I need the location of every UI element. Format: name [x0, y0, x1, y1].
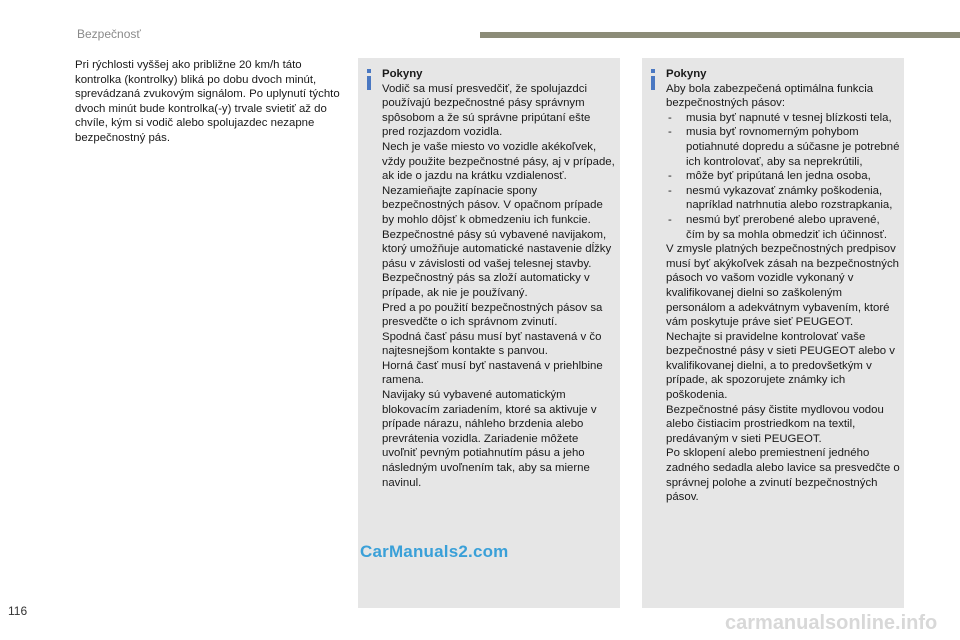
paragraph: Spodná časť pásu musí byť nastavená v čo najtesnejšom kontakte s panvou.	[382, 330, 602, 358]
paragraph: Nech je vaše miesto vo vozidle akékoľvek, vždy použite bezpečnostné pásy, aj v prípade, ak ide o jazdu na krátku vzdialenosť.	[382, 140, 615, 183]
paragraph: Bezpečnostné pásy čistite mydlovou vodou alebo čistiacim prostriedkom na textil, predávaným v sieti PEUGEOT.	[666, 403, 884, 445]
paragraph: Bezpečnostné pásy sú vybavené navijakom, ktorý umožňuje automatické nastavenie dĺžky pásu v závislosti od vašej telesnej stavby. Bezpečnostný pás sa zloží automaticky v prípade, ak nie je používaný.	[382, 228, 612, 299]
header-bar	[480, 32, 960, 38]
intro-text: Pri rýchlosti vyššej ako približne 20 km/h táto kontrolka (kontrolky) bliká po dobu dvoch minút, sprevádzaná zvukovým signálom. Po uplynutí týchto dvoch minút bude kontrolka(-y) trvale svietiť až do chvíle, kým si vodič alebo spolujazdec nezapne bezpečnostný pás.	[75, 59, 340, 144]
paragraph: Navijaky sú vybavené automatickým blokovacím zariadením, ktoré sa aktivuje v prípade nárazu, náhleho brzdenia alebo prevrátenia vozidla. Zariadenie môžete uvoľniť pevným potiahnutím pásu a jeho následným uvoľnením tak, aby sa mierne navinul.	[382, 389, 597, 489]
list-item: - nesmú byť prerobené alebo upravené, čím by sa mohla obmedziť ich účinnosť.	[666, 213, 900, 242]
panel-heading: Pokyny	[666, 68, 707, 80]
paragraph: Vodič sa musí presvedčiť, že spolujazdci používajú bezpečnostné pásy správnym spôsobom a že sú správne pripútaní ešte pred rozjazdom vozidla.	[382, 82, 591, 139]
info-icon	[651, 69, 655, 90]
panel-instructions-2	[642, 58, 904, 608]
list-item: - musia byť napnuté v tesnej blízkosti tela,	[666, 111, 900, 126]
panel-instructions-1	[358, 58, 620, 608]
page-number: 116	[8, 604, 28, 618]
footer-site[interactable]: carmanualsonline.info	[725, 612, 938, 634]
paragraph: V zmysle platných bezpečnostných predpisov musí byť akýkoľvek zásah na bezpečnostných pásoch vo vašom vozidle vykonaný v kvalifikovanej dielni so zaškoleným personálom a adekvátnym vybavením, ktoré vám poskytuje práve sieť PEUGEOT.	[666, 243, 899, 329]
paragraph: Horná časť musí byť nastavená v priehlbine ramena.	[382, 359, 603, 387]
list-item: - musia byť rovnomerným pohybom potiahnuté dopredu a súčasne je potrebné ich kontrolovať, aby sa neprekrútili,	[666, 125, 900, 169]
list-item: - nesmú vykazovať známky poškodenia, napríklad natrhnutia alebo rozstrapkania,	[666, 184, 900, 213]
paragraph: Po sklopení alebo premiestnení jedného zadného sedadla alebo lavice sa presvedčte o správnej polohe a zvinutí bezpečnostných pásov.	[666, 447, 900, 504]
paragraph: Pred a po použití bezpečnostných pásov sa presvedčte o ich správnom zvinutí.	[382, 301, 603, 329]
header-title: Bezpečnosť	[77, 27, 141, 41]
info-icon	[367, 69, 371, 90]
watermark-link[interactable]: CarManuals2.com	[360, 542, 509, 561]
bullet-list	[666, 111, 900, 242]
panel-content	[666, 67, 900, 505]
panel-content	[382, 67, 616, 490]
paragraph: Nezamieňajte zapínacie spony bezpečnostných pásov. V opačnom prípade by mohlo dôjsť k obmedzeniu ich funkcie.	[382, 184, 603, 226]
paragraph: Nechajte si pravidelne kontrolovať vaše bezpečnostné pásy v sieti PEUGEOT alebo v kvalifikovanej dielni, a to predovšetkým v prípade, ak spozorujete známky ich poškodenia.	[666, 330, 895, 402]
list-item: - môže byť pripútaná len jedna osoba,	[666, 169, 900, 184]
panel-heading: Pokyny	[382, 68, 423, 80]
lead-paragraph: Aby bola zabezpečená optimálna funkcia bezpečnostných pásov:	[666, 82, 874, 110]
